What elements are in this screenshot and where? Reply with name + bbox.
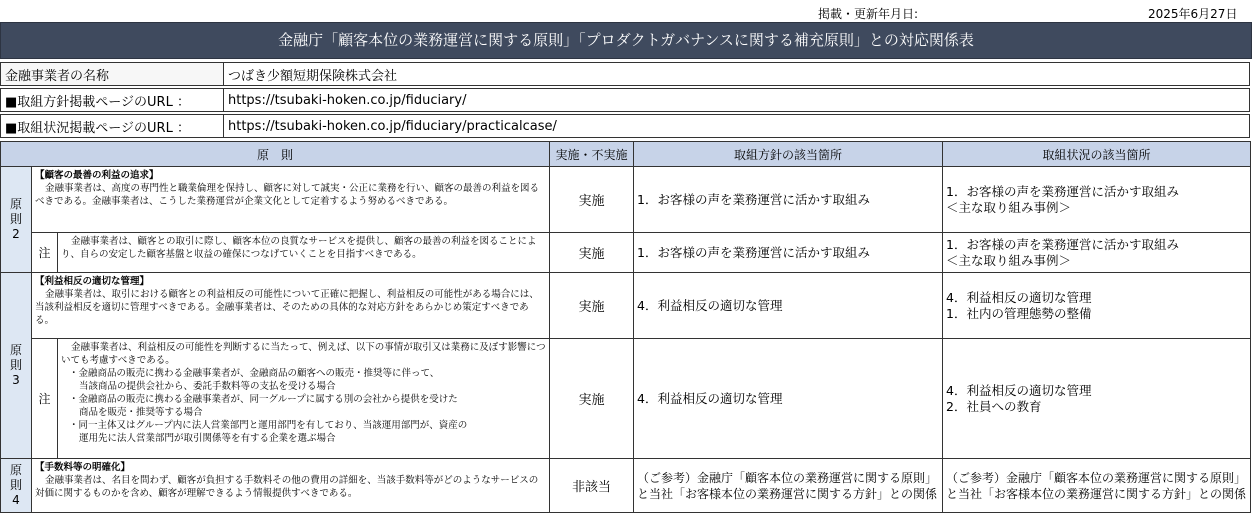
principle-3-note-item: 運用先に法人営業部門が取引関係等を有する企業を選ぶ場合: [79, 433, 336, 444]
principle-4-policy-line1[interactable]: （ご参考）金融庁「顧客本位の業務運営に関する原則」: [637, 470, 938, 485]
principle-3-note-practice-line1[interactable]: 4．利益相反の適切な管理: [946, 382, 1092, 398]
principle-2-policy: [634, 167, 943, 233]
principle-3-note-status: 実施: [550, 339, 634, 459]
principle-3-note-item: ・金融商品の販売に携わる金融事業者が、同一グループに属する別の会社から提供を受けた: [69, 394, 458, 405]
policy-url-table: [0, 88, 1250, 112]
principle-2-note-text: [58, 233, 550, 273]
principle-3-note-policy: [634, 339, 943, 459]
principle-2-note-row: [1, 233, 1251, 273]
principle-2-text: [32, 167, 550, 233]
principle-2-note-policy-line[interactable]: 1．お客様の声を業務運営に活かす取組み: [637, 244, 870, 260]
principle-4-text: [32, 459, 550, 513]
header-meta: [0, 0, 1252, 22]
principle-3-note-item: ・同一主体又はグループ内に法人営業部門と運用部門を有しており、当該運用部門が、資産の: [69, 420, 468, 431]
principle-4-practice: [943, 459, 1251, 513]
status-url-link[interactable]: https://tsubaki-hoken.co.jp/fiduciary/practicalcase/: [224, 115, 1250, 138]
principle-3-note-body: 金融事業者は、利益相反の可能性を判断するに当たって、例えば、以下の事情が取引又は業務に及ぼす影響についても考慮すべきである。: [61, 342, 546, 366]
principle-2-label: 原 則 2: [1, 167, 32, 273]
principle-4-policy-line2[interactable]: と当社「お客様本位の業務運営に関する方針」との関係: [637, 486, 938, 501]
principle-2-note-practice: [943, 233, 1251, 273]
policy-url-link[interactable]: https://tsubaki-hoken.co.jp/fiduciary/: [224, 89, 1250, 112]
principle-2-body: 金融事業者は、高度の専門性と職業倫理を保持し、顧客に対して誠実・公正に業務を行い、顧客の最善の利益を図るべきである。金融事業者は、こうした業務運営が企業文化として定着するよう努めるべきである。: [35, 183, 540, 207]
principle-2-note-status: 実施: [550, 233, 634, 273]
status-url-table: [0, 114, 1250, 138]
principle-2-note-policy: [634, 233, 943, 273]
principle-2-practice-line2[interactable]: ＜主な取り組み事例＞: [946, 199, 1072, 215]
principle-4-label: 原 則 4: [1, 459, 32, 513]
header-practice: 取組状況の該当箇所: [943, 142, 1251, 167]
principle-3-status: 実施: [550, 273, 634, 339]
principle-4-practice-line1[interactable]: （ご参考）金融庁「顧客本位の業務運営に関する原則」: [946, 470, 1247, 485]
principle-2-practice-line1[interactable]: 1．お客様の声を業務運営に活かす取組み: [946, 183, 1179, 199]
principle-3-note-item: ・金融商品の販売に携わる金融事業者が、金融商品の顧客への販売・推奨等に伴って、: [69, 368, 440, 379]
company-value: つばき少額短期保険株式会社: [224, 63, 1250, 86]
principle-3-heading: 【利益相反の適切な管理】: [35, 276, 150, 287]
principles-table: [0, 141, 1251, 513]
header-status: 実施・不実施: [550, 142, 634, 167]
principle-2-heading: 【顧客の最善の利益の追求】: [35, 170, 159, 181]
principle-3-practice-line2[interactable]: 1．社内の管理態勢の整備: [946, 305, 1092, 321]
header-policy: 取組方針の該当箇所: [634, 142, 943, 167]
principle-3-body: 金融事業者は、取引における顧客との利益相反の可能性について正確に把握し、利益相反の可能性がある場合には、当該利益相反を適切に管理すべきである。金融事業者は、そのための具体的な対応方針をあらかじめ策定すべきである。: [35, 289, 539, 326]
principle-2-row: [1, 167, 1251, 233]
company-info-table: [0, 62, 1250, 86]
principle-3-note-text: [58, 339, 550, 459]
principle-3-text: [32, 273, 550, 339]
principle-4-policy: [634, 459, 943, 513]
principle-3-practice-line1[interactable]: 4．利益相反の適切な管理: [946, 289, 1092, 305]
principle-4-body: 金融事業者は、名目を問わず、顧客が負担する手数料その他の費用の詳細を、当該手数料等がどのようなサービスの対価に関するものかを含め、顧客が理解できるよう情報提供すべきである。: [35, 475, 539, 499]
principle-3-row: [1, 273, 1251, 339]
principle-3-note-policy-line[interactable]: 4．利益相反の適切な管理: [637, 390, 783, 406]
policy-url-label: ■取組方針掲載ページのURL ：: [1, 89, 224, 112]
principle-2-note-label: 注: [32, 233, 58, 273]
page-title: 金融庁「顧客本位の業務運営に関する原則」「プロダクトガバナンスに関する補充原則」との対応関係表: [0, 22, 1252, 59]
principle-4-status: 非該当: [550, 459, 634, 513]
principle-2-note-body: 金融事業者は、顧客との取引に際し、顧客本位の良質なサービスを提供し、顧客の最善の利益を図ることにより、自らの安定した顧客基盤と収益の確保につなげていくことを目指すべきである。: [61, 236, 537, 260]
header-principle: 原 則: [1, 142, 550, 167]
principle-2-practice: [943, 167, 1251, 233]
principle-4-row: [1, 459, 1251, 513]
principle-3-note-item: 当該商品の提供会社から、委託手数料等の支払を受ける場合: [79, 381, 336, 392]
posted-label: 掲載・更新年月日:: [818, 7, 919, 21]
principle-3-label: 原 則 3: [1, 273, 32, 459]
principle-4-heading: 【手数料等の明確化】: [35, 462, 131, 473]
company-label: 金融事業者の名称: [1, 63, 224, 86]
principle-2-policy-line[interactable]: 1．お客様の声を業務運営に活かす取組み: [637, 191, 870, 207]
principle-4-practice-line2[interactable]: と当社「お客様本位の業務運営に関する方針」との関係: [946, 486, 1247, 501]
principle-3-note-label: 注: [32, 339, 58, 459]
principle-3-note-practice: [943, 339, 1251, 459]
principle-2-note-practice-line1[interactable]: 1．お客様の声を業務運営に活かす取組み: [946, 236, 1179, 252]
principle-3-practice: [943, 273, 1251, 339]
principle-3-note-item: 商品を販売・推奨等する場合: [79, 407, 203, 418]
principle-3-note-practice-line2[interactable]: 2．社員への教育: [946, 398, 1042, 414]
principle-2-note-practice-line2[interactable]: ＜主な取り組み事例＞: [946, 252, 1072, 268]
principle-3-policy-line[interactable]: 4．利益相反の適切な管理: [637, 297, 783, 313]
status-url-label: ■取組状況掲載ページのURL ：: [1, 115, 224, 138]
principle-3-policy: [634, 273, 943, 339]
posted-date: 2025年6月27日: [1148, 7, 1238, 21]
principle-2-status: 実施: [550, 167, 634, 233]
principle-3-note-row: [1, 339, 1251, 459]
